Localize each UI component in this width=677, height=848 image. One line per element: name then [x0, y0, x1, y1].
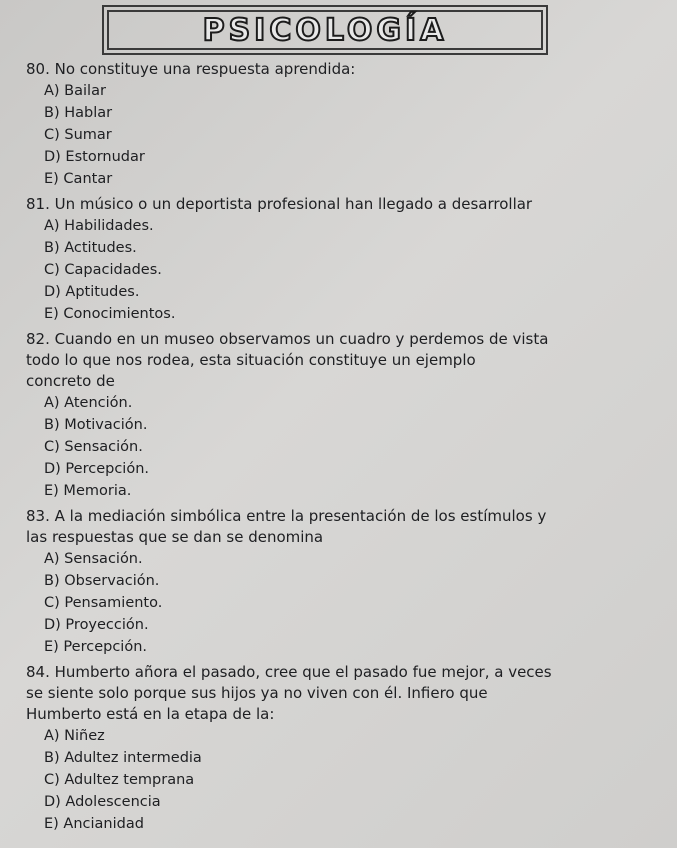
option-d: D) Percepción.	[44, 461, 149, 477]
option-b: B) Motivación.	[44, 417, 148, 433]
option-d: D) Proyección.	[44, 617, 149, 633]
title-inner-frame	[107, 10, 543, 50]
page-title: PSICOLOGÍA	[202, 12, 448, 48]
question-text: 81. Un músico o un deportista profesional han llegado a desarrollar	[26, 195, 533, 213]
option-a: A) Habilidades.	[44, 218, 154, 234]
option-e: E) Ancianidad	[44, 816, 144, 832]
question-text: 84. Humberto añora el pasado, cree que el pasado fue mejor, a veces se siente solo porque sus hijos ya no viven con él. Infiero que Humberto está en la etapa de la:	[26, 663, 552, 723]
option-a: A) Bailar	[44, 83, 106, 99]
option-a: A) Atención.	[44, 395, 133, 411]
option-d: D) Aptitudes.	[44, 284, 140, 300]
question-text: 82. Cuando en un museo observamos un cuadro y perdemos de vista todo lo que nos rodea, esta situación constituye un ejemplo concreto de	[26, 330, 549, 390]
option-list	[26, 392, 646, 502]
option-d: D) Adolescencia	[44, 794, 161, 810]
option-b: B) Adultez intermedia	[44, 750, 202, 766]
option-e: E) Cantar	[44, 171, 113, 187]
option-d: D) Estornudar	[44, 149, 145, 165]
option-b: B) Actitudes.	[44, 240, 137, 256]
option-list	[26, 215, 646, 325]
question-81	[26, 194, 646, 325]
option-c: C) Pensamiento.	[44, 595, 163, 611]
title-frame	[102, 5, 548, 55]
option-list	[26, 548, 646, 658]
option-e: E) Conocimientos.	[44, 306, 176, 322]
question-text: 80. No constituye una respuesta aprendida:	[26, 60, 356, 78]
option-c: C) Adultez temprana	[44, 772, 195, 788]
question-84	[26, 662, 646, 835]
option-list	[26, 80, 646, 190]
option-a: A) Niñez	[44, 728, 105, 744]
option-b: B) Hablar	[44, 105, 113, 121]
option-c: C) Capacidades.	[44, 262, 162, 278]
option-c: C) Sensación.	[44, 439, 143, 455]
question-list	[26, 59, 646, 835]
question-83	[26, 506, 646, 658]
option-a: A) Sensación.	[44, 551, 143, 567]
option-c: C) Sumar	[44, 127, 112, 143]
option-b: B) Observación.	[44, 573, 160, 589]
option-e: E) Percepción.	[44, 639, 147, 655]
question-80	[26, 59, 646, 190]
option-e: E) Memoria.	[44, 483, 132, 499]
question-82	[26, 329, 646, 502]
question-text: 83. A la mediación simbólica entre la presentación de los estímulos y las respuestas que se dan se denomina	[26, 507, 547, 546]
option-list	[26, 725, 646, 835]
